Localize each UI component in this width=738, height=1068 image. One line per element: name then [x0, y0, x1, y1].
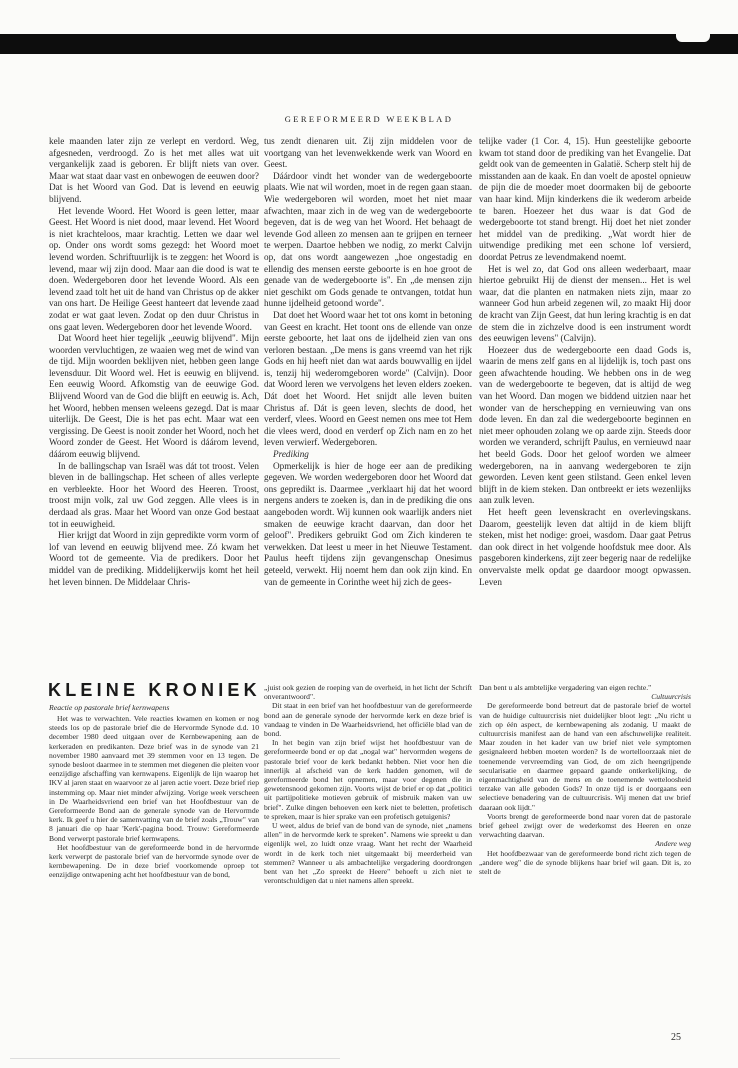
paragraph: Het was te verwachten. Vele reacties kwamen en komen er nog steeds los op de pastorale brief die de Hervormde Synode d.d. 10 december 1980 deed uitgaan over de Kernbewapening aan de kerkeraden en predikanten. Deze brief was in de synode van 21 november 1980 aanvaard met 39 stemmen voor en 13 tegen. De synode besloot daarmee in te stemmen met diegenen die pleiten voor eenzijdige afschaffing van kernwapens. Eigenlijk de lijn waarop het IKV al jaren staat en waarvoor ze al jaren actie voert. Deze brief riep instemming op. Maar niet minder afwijzing. Vorige week verscheen in De Waarheidsvriend een brief van het Hoofdbestuur van de Gereformeerde Bond aan de generale synode van de Hervormde kerk. Ik geef u hier de samenvatting van de brief zoals „Trouw" van 8 januari die op haar 'Kerk'-pagina bood. Trouw: Gereformeerde Bond verwerpt pastorale brief kernwapens. [49, 714, 259, 843]
paragraph: Het hoofdbestuur van de gereformeerde bond in de hervormde kerk verwerpt de pastorale brief van de hervormde synode over de kernbewapening. De in deze brief voorkomende oproep tot eenzijdige ontwapening acht het hoofdbestuur van de bond, [49, 842, 259, 880]
kroniek-subtitle: Reactie op pastorale brief kernwapens [49, 703, 170, 712]
article-column-2 [264, 136, 472, 668]
paragraph: U weet, aldus de brief van de bond van de synode, niet „namens allen" in de hervormde kerk te spreken". Namens wie spreekt u dan eigenlijk wel, zo luidt onze vraag. Want het recht der Waarheid wordt in de kerk toch niet uitgemaakt bij meerderheid van stemmen? Wanneer u als ambachtelijke vergadering doordrongen bent van het „Zo spreekt de Heere" behoeft u zich niet te verontschuldigen dat u niet namens allen spreekt. [264, 821, 472, 886]
section-subheading: Cultuurcrisis [651, 692, 691, 702]
paragraph: tus zendt dienaren uit. Zij zijn middelen voor de voortgang van het levenwekkende werk van Woord en Geest. [264, 136, 472, 170]
paragraph: Voorts brengt de gereformeerde bond naar voren dat de pastorale brief geheel zwijgt over de wederkomst des Heeren en onze verwachting daarvan. [479, 811, 691, 840]
paragraph: In het begin van zijn brief wijst het hoofdbestuur van de gereformeerde bond er op dat „nogal wat" hervormden wegens de pastorale brief voor de kerk bedankt hebben. Niet voor hen die innerlijk al afscheid van de kerk hadden genomen, wil de gereformeerde bond het opnemen, maar voor degenen die in gewetensnood gekomen zijn. Voorts wijst de brief er op dat „politici uit partijpolitieke motieven gebruik of misbruik maken van uw brief". Zulke dingen behoeven een kerk niet te beletten, profetisch te spreken, maar is hier sprake van een profetisch getuigenis? [264, 738, 472, 821]
page-number: 25 [671, 1032, 681, 1043]
paragraph: „juist ook gezien de roeping van de overheid, in het licht der Schrift onverantwoord". [264, 683, 472, 702]
paragraph: telijke vader (1 Cor. 4, 15). Hun geestelijke geboorte kwam tot stand door de prediking van het Evangelie. Dat geldt ook van de gemeenten in Galatië. Scherp stelt hij de misstanden aan de kaak. En dan voelt de apostel opnieuw de pijn die de moeder moet doormaken bij de geboorte van haar kind. Mijn kinderkens die ik wederom arbeide te baren. Hoezeer het dus waar is dat God de wedergeboorte tot stand brengt. Hij doet het niet zonder het middel van de prediking. „Wat wordt hier de uitwendige prediking met een schone lof versierd, doordat Petrus ze levendmakend noemt. [479, 136, 691, 262]
kroniek-column-1 [49, 714, 259, 1024]
kroniek-title: KLEINE KRONIEK [48, 680, 261, 700]
scan-edge-line [10, 1058, 340, 1059]
scan-top-notch [676, 30, 710, 42]
paragraph: Dit staat in een brief van het hoofdbestuur van de gereformeerde bond aan de generale synode der hervormde kerk en deze brief is vandaag te vinden in De Waarheidsvriend, het officiële blad van de bond. [264, 701, 472, 739]
paragraph: Dat Woord heet hier tegelijk „eeuwig blijvend". Mijn woorden vervluchtigen, ze waaien weg met de wind van de tijd. Mijn woorden beklijven niet, hebben geen lange levensduur. Dit Woord wel. Het is eeuwig en blijvend. Een eeuwig Woord. Afkomstig van de eeuwige God. Blijvend Woord van de God die blijft en eeuwig is. Ach, het Woord, hebben mensen weleens gezegd. Dat is maar uiterlijk. De Geest, Die is het pas echt. Maar wat een vergissing. De Geest is nooit zonder het Woord, noch het Woord zonder de Geest. Het Woord is dáárom levend, dáárom eeuwig blijvend. [49, 333, 259, 460]
paragraph: Dan bent u als ambtelijke vergadering van eigen rechte." [479, 683, 652, 692]
paragraph: Hier krijgt dat Woord in zijn gepredikte vorm vorm of lof van levend en eeuwig blijvend mee. Zó kwam het Woord tot de gemeente. Via de predikers. Door het middel van de prediking. Middelijkerwijs komt het heil het leven binnen. De Middelaar Chris- [49, 530, 259, 587]
paragraph: Opmerkelijk is hier de hoge eer aan de prediking gegeven. We worden wedergeboren door het Woord dat ons gepredikt is. Daarmee „verklaart hij dat het woord nergens anders te zoeken is, dan in de prediking die ons aangeboden wordt. Wij kunnen ook waarlijk anders niet smaken de eeuwige kracht daarvan, dan door het geloof". Predikers gebruikt God om Zich kinderen te verwekken. Dat leest u meer in het Nieuwe Testament. Paulus heeft tijdens zijn gevangenschap Onesimus geteeld, verwekt. Hij noemt hem dan ook zijn kind. En van de gemeente in Corinthe weet hij zich de gees- [264, 460, 472, 587]
paragraph: In de ballingschap van Israël was dát tot troost. Velen bleven in de ballingschap. Het scheen of alles verlepte en verbleekte. Hoor het Woord des Heeren. Troost, troost mijn volk, zal uw God zeggen. Alle vlees is in derdaad als gras. Maar het Woord van onze God bestaat tot in eeuwigheid. [49, 460, 259, 529]
paragraph: Het is wel zo, dat God ons alleen wederbaart, maar hiertoe gebruikt Hij de dienst der mensen... Het is wel waar, dat die planten en natmaken niets zijn, maar zo wanneer God hun arbeid zegenen wil, zo maakt Hij door de kracht van Zijn Geest, dat hun lering krachtig is en dat de stem die in zichzelve dood is een instrument wordt des eeuwigen levens" (Calvijn). [479, 263, 691, 344]
paragraph: Hoezeer dus de wedergeboorte een daad Gods is, waarin de mens zelf gans en al lijdelijk is, toch past ons geen afwachtende houding. We hebben ons in de weg van de wedergeboorte te begeven, dat is altijd de weg van het Woord. Dan mogen we biddend uitzien naar het wonder van de herschepping en vernieuwing van ons dode leven. En dan zal die wedergeboorte beginnen en niet meer ophouden zolang we op aarde zijn. Steeds door worden we veranderd, schrijft Paulus, en vernieuwd naar het beeld Gods. Door het geloof worden we almeer wedergeboren, na in aanvang wedergeboren te zijn geworden. Leven kent geen stilstand. Geen enkel leven blijft in de kiem steken. Dan ontbreekt er iets wezenlijks aan zulk leven. [479, 344, 691, 506]
paragraph: kele maanden later zijn ze verlept en verdord. Weg, afgesneden, verdroogd. Zo is het met alles wat uit vergankelijk zaad is geboren. Er blijft niets van over. Maar wat staat daar vast en onbewogen de eeuwen door? Dat is het Woord van God. Dat is levend en eeuwig blijvend. [49, 136, 259, 204]
section-subheading: Andere weg [655, 839, 691, 849]
paragraph: Het hoofdbezwaar van de gereformeerde bond richt zich tegen de „andere weg" die de synode blijkens haar brief wil gaan. Dit is, zo stelt de [479, 848, 691, 877]
paragraph: Het levende Woord. Het Woord is geen letter, maar Geest. Het Woord is niet dood, maar levend. Het Woord is niet krachteloos, maar krachtig. Letten we daar wel op. Onder ons wordt soms gezegd: het Woord moet levend worden. Schriftuurlijk is te zeggen: het Woord is levend, maar wij zijn dood. Maar aan die dood is wat te doen. Wedergeboren door het levende Woord. Als een levend zaad tolt het uit de hand van Christus op de akker van ons hart. De Heilige Geest hanteert dat levende zaad zodat er wat gaat leven. Zodat op den duur Christus in ons gaat leven. Wedergeboren door het levende Woord. [49, 205, 259, 332]
paragraph: Dáárdoor vindt het wonder van de wedergeboorte plaats. Wie nat wil worden, moet in de regen gaan staan. Wie wedergeboren wil worden, moet het niet maar afwachten, maar zich in de weg van de wedergeboorte begeven, dat is de weg van het Woord. Het behaagt de levende God alleen zo mensen aan te grijpen en terneer te werpen. Daartoe hebben we nodig, zo merkt Calvijn op, dat ons wordt aangewezen „hoe ongestadig en ellendig des mensen eerste geboorte is en hoe groot de genade van de wedergeboorte is". En „de mensen zijn niet geschikt om Gods genade te ontvangen, totdat hun hunne ijdelheid getoond worde". [264, 170, 472, 309]
page-header: GEREFORMEERD WEEKBLAD [284, 114, 454, 124]
paragraph: Dat doet het Woord waar het tot ons komt in betoning van Geest en kracht. Het toont ons de ellende van onze eerste geboorte, het laat ons de ijdelheid zien van ons verloren bestaan. „De mens is gans vreemd van het rijk Gods en hij heeft niet dan wat aards bouwvallig en ijdel is, tenzij hij wederomgeboren worde" (Calvijn). Door dat Woord leren we vervolgens het leven elders zoeken. Dát doet het Woord. Het snijdt alle leven buiten Christus af. Dát is geen leven, slechts de dood, het verderf, vlees. Woord en Geest nemen ons mee tot Hem die vlees werd, dood en verderf op Zich nam en zo het leven verwierf. Wedergeboren. [264, 309, 472, 448]
paragraph: Het heeft geen levenskracht en overlevingskans. Daarom, geestelijk leven dat altijd in de kiem blijft steken, mist het nodige: groei, wasdom. Daar gaat Petrus dan ook direct in het volgende hoofdstuk mee door. Als pasgeboren kinderkens, zijt zeer begerig naar de redelijke onvervalste melk opdat ge daardoor moogt opwassen. Leven [479, 507, 691, 587]
scan-top-bar [0, 34, 738, 54]
article-column-1 [49, 136, 259, 668]
kroniek-column-3 [479, 683, 691, 1023]
section-subheading: Prediking [273, 449, 309, 460]
article-column-3 [479, 136, 691, 668]
kroniek-column-2 [264, 683, 472, 1023]
paragraph: De gereformeerde bond betreurt dat de pastorale brief de wortel van de huidige cultuurcrisis niet duidelijker bloot legt: „Nu richt u zich op één aspect, de kernbewapening als zodanig. U maakt de cultuurcrisis manifest aan de hand van een afschuwelijke realiteit. Maar zouden in het kader van uw brief niet vele symptomen gesignaleerd hebben moeten worden? Is de wortelloorzaak niet de toenemende vervreemding van God, de om zich heengrijpende secularisatie en daarmee gepaard gaande ontkerkelijking, de eigenmachtigheid van de mens en de toenemende wetteloosheid terzake van alle geboden Gods? In onze tijd is er doorgaans een selectieve benadering van de cultuurcrisis. Wij menen dat uw brief daaraan ook lijdt." [479, 701, 691, 812]
